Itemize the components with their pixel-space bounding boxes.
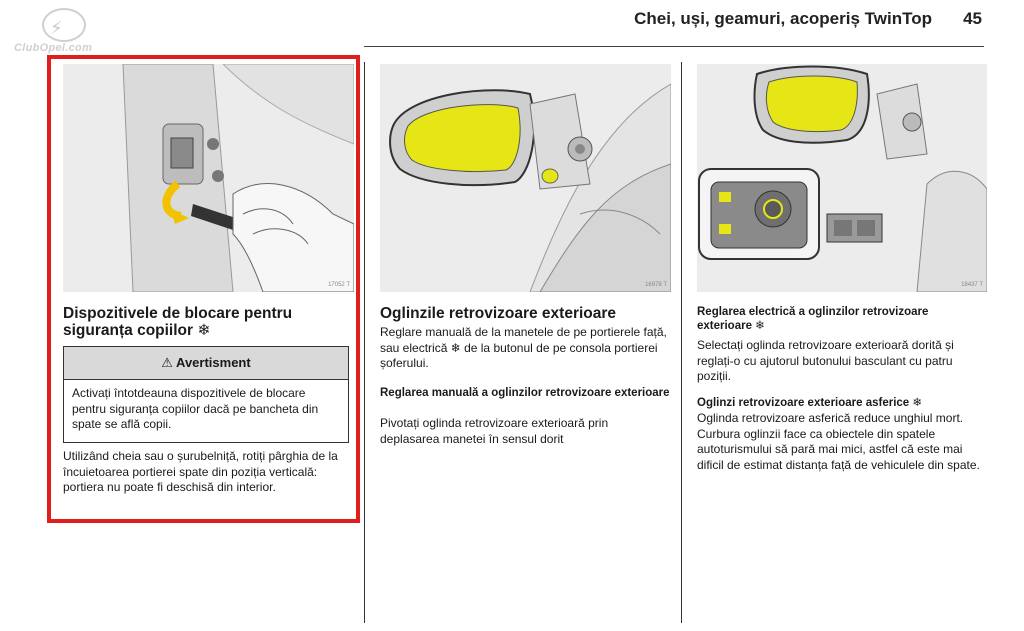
image-code: 17052 T [328, 282, 350, 288]
image-code: 18437 T [961, 282, 983, 288]
manual-adjust-body: Pivotați oglinda retrovizoare exterioară prin deplasarea manetei în sensul dorit [380, 416, 609, 446]
column-divider-2 [681, 62, 682, 623]
opel-emblem-icon [42, 8, 86, 42]
exterior-mirror-illustration [380, 64, 671, 292]
electric-adjust-heading: Reglarea electrică a oglinzilor retrovizoare exterioare ❄ [697, 306, 929, 332]
child-lock-heading: Dispozitivele de blocare pentru siguranța copiilor ❄ [63, 305, 293, 339]
red-highlight-frame [47, 55, 360, 523]
page-number: 45 [963, 9, 982, 28]
warning-title: ⚠ Avertisment [64, 347, 348, 380]
mirrors-heading: Oglinzile retrovizoare exterioare [380, 305, 617, 322]
child-lock-body: Utilizând cheia sau o șurubelniță, rotiți pârghia de la încuietoarea portierei spate din poziția verticală: portiera nu poate fi deschisă din interior. [63, 449, 338, 494]
electric-adjust-body: Selectați oglinda retrovizoare exterioară dorită și reglați-o cu ajutorul butonului basculant cu patru poziții. [697, 338, 954, 383]
logo-text: ClubOpel.com [14, 42, 93, 54]
column-divider-1 [364, 62, 365, 623]
manual-adjust-heading: Reglarea manuală a oglinzilor retrovizoare exterioare [380, 387, 670, 399]
aspheric-body: Oglinda retrovizoare asferică reduce unghiul mort. Curbura oglinzii face ca obiectele din spatele autoturismului să pară mai mici, astfel că este mai dificil de estimat distanța față de vehiculele din spate. [697, 411, 980, 472]
lightning-bolt-icon: ⚡ [50, 18, 63, 38]
electric-mirror-illustration [697, 64, 987, 292]
header-divider [364, 46, 984, 47]
warning-text: Activați întotdeauna dispozitivele de blocare pentru siguranța copiilor dacă pe bancheta din spate se află copii. [72, 386, 319, 431]
clubopel-logo [14, 6, 114, 58]
image-code: 16978 T [645, 282, 667, 288]
aspheric-heading: Oglinzi retrovizoare exterioare asferice ❄ [697, 397, 923, 409]
mirrors-intro: Reglare manuală de la manetele de pe portierele față, sau electrică ❄ de la butonul de pe consola portierei șoferului. [380, 325, 667, 370]
section-title: Chei, uși, geamuri, acoperiș TwinTop [634, 9, 932, 28]
